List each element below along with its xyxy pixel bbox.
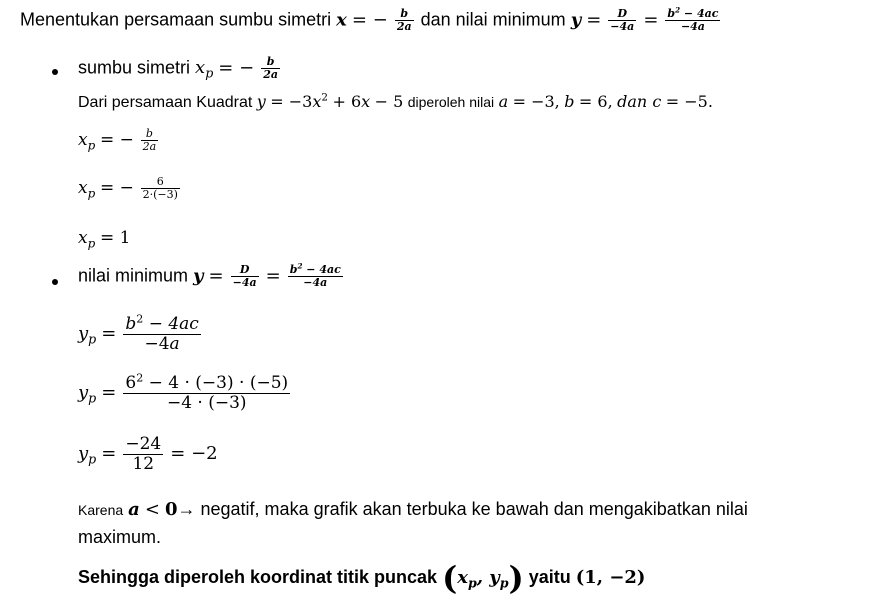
- xp-result: $x_p = 1$: [78, 228, 131, 251]
- fraction-d-over-4a: $\frac{D}{-4a}$: [610, 7, 635, 34]
- yp-step-1: $y_p$ = $\frac{b^2 - 4ac}{-4a}$: [78, 312, 199, 354]
- intro-text-2: dan nilai minimum: [420, 9, 566, 30]
- fraction-b-over-2a: $\frac{b}{2a}$: [396, 7, 412, 34]
- xp-step-2: $x_p$ = − $\frac{6}{2\cdot(-3)}$: [78, 175, 178, 202]
- bullet-dot: [52, 279, 58, 285]
- yp-result: $y_p$ = $\frac{-24}{12}$ = −2: [78, 434, 218, 474]
- final-conclusion: Sehingga diperoleh koordinat titik puncak ($x_p$, $y_p$) yaitu (1, −2): [78, 559, 646, 597]
- bullet-dot: [52, 69, 58, 75]
- intro-text-1: Menentukan persamaan sumbu simetri: [20, 9, 332, 30]
- bullet2-heading: nilai minimum y = $\frac{D}{-4a}$ = $\frac{b^2 - 4ac}{-4a}$: [78, 261, 341, 290]
- bullet1-label: sumbu simetri: [78, 57, 191, 78]
- intro-line: Menentukan persamaan sumbu simetri x = − $\frac{b}{2a}$ dan nilai minimum y = $\frac{D}{-4a}$ = $\frac{b^2 - 4ac}{-4a}$: [20, 5, 719, 34]
- yp-step-2: $y_p$ = $\frac{6^2 - 4 \cdot (-3) \cdot (-5)}{-4 \cdot (-3)}$: [78, 371, 289, 413]
- maximum-line: maximum.: [78, 527, 162, 547]
- bullet1-heading: sumbu simetri $x_p$ = − $\frac{b}{2a}$: [78, 55, 278, 82]
- fraction-discriminant: $\frac{b^2 - 4ac}{-4a}$: [667, 5, 719, 34]
- bullet2-label: nilai minimum: [78, 265, 189, 286]
- quadratic-statement: Dari persamaan Kuadrat $y = -3x^2 + 6x - 5$ diperoleh nilai a = −3, b = 6, dan c = −5.: [78, 91, 713, 111]
- karena-line: Karena a < 0→ negatif, maka grafik akan terbuka ke bawah dan mengakibatkan nilai: [78, 499, 748, 520]
- xp-step-1: $x_p$ = − $\frac{b}{2a}$: [78, 127, 157, 154]
